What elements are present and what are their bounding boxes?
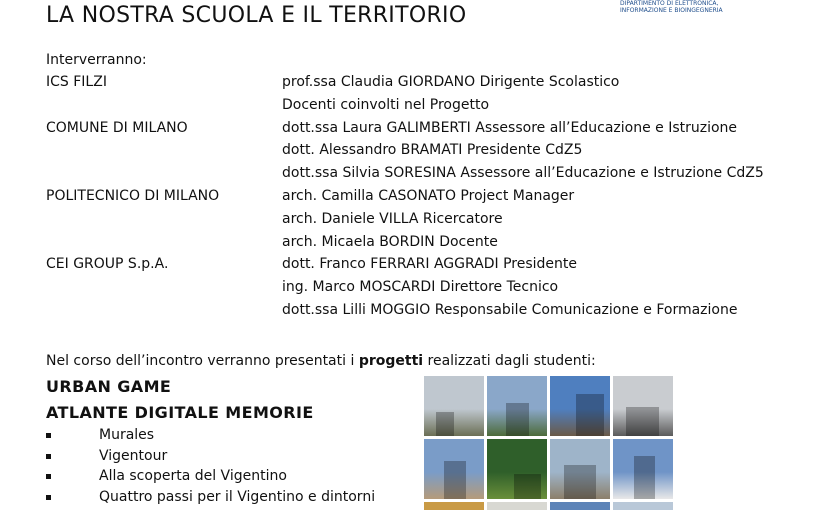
speaker-row xyxy=(0,234,825,257)
logo-line: DIPARTIMENTO DI ELETTRONICA, xyxy=(620,0,719,7)
project-title: ATLANTE DIGITALE MEMORIE xyxy=(46,403,314,422)
speaker-row xyxy=(0,188,825,211)
photo-industrial-building xyxy=(613,376,673,436)
speaker-person: prof.ssa Claudia GIORDANO Dirigente Scolastico xyxy=(282,74,620,90)
speaker-person: dott.ssa Laura GALIMBERTI Assessore all’Educazione e Istruzione xyxy=(282,119,738,136)
speaker-row xyxy=(0,302,825,325)
photo-archway xyxy=(487,502,547,510)
speaker-row xyxy=(0,74,825,97)
speaker-row xyxy=(0,211,825,234)
photo-flags-building xyxy=(424,376,484,436)
speaker-row xyxy=(0,97,825,120)
bullet-marker xyxy=(46,454,51,459)
speakers-list xyxy=(0,74,825,325)
photo-shape xyxy=(626,407,659,436)
speaker-person: dott.ssa Silvia SORESINA Assessore all’Educazione e Istruzione CdZ5 xyxy=(282,165,764,182)
speaker-person: Docenti coinvolti nel Progetto xyxy=(282,96,490,113)
university-logo xyxy=(620,0,730,14)
photo-paved-square xyxy=(550,439,610,499)
speaker-row xyxy=(0,256,825,279)
speaker-org: CEI GROUP S.p.A. xyxy=(46,256,169,273)
logo-line: INFORMAZIONE E BIOINGEGNERIA xyxy=(620,7,723,14)
speaker-person: ing. Marco MOSCARDI Direttore Tecnico xyxy=(282,279,559,296)
speaker-person: dott.ssa Lilli MOGGIO Responsabile Comunicazione e Formazione xyxy=(282,301,738,318)
list-item-text: Vigentour xyxy=(99,447,168,464)
photo-shape xyxy=(564,465,596,499)
speakers-intro: Interverranno: xyxy=(46,52,147,68)
speaker-org: COMUNE DI MILANO xyxy=(46,119,188,136)
speaker-person: arch. Camilla CASONATO Project Manager xyxy=(282,187,575,204)
photo-shape xyxy=(436,412,454,436)
speaker-row xyxy=(0,120,825,143)
page-title: LA NOSTRA SCUOLA E IL TERRITORIO xyxy=(46,3,467,28)
photo-tree-avenue xyxy=(487,376,547,436)
photo-shape xyxy=(634,456,655,499)
speaker-person: dott. Franco FERRARI AGGRADI Presidente xyxy=(282,256,577,273)
photo-shape xyxy=(444,461,466,499)
list-item-text: Murales xyxy=(99,427,155,443)
speaker-org: ICS FILZI xyxy=(46,74,107,90)
projects-intro xyxy=(46,353,596,369)
speaker-person: arch. Daniele VILLA Ricercatore xyxy=(282,210,503,227)
projects-intro-text-end: realizzati dagli studenti: xyxy=(423,353,596,369)
speaker-person: dott. Alessandro BRAMATI Presidente CdZ5 xyxy=(282,142,583,159)
photo-shape xyxy=(514,474,541,499)
speaker-row xyxy=(0,165,825,188)
speaker-org: POLITECNICO DI MILANO xyxy=(46,187,220,204)
bullet-marker xyxy=(46,433,51,438)
projects-intro-bold: progetti xyxy=(358,353,424,369)
speaker-row xyxy=(0,279,825,302)
list-item-text: Alla scoperta del Vigentino xyxy=(99,468,287,484)
list-item-text: Quattro passi per il Vigentino e dintorni xyxy=(99,488,376,505)
photo-white-towers xyxy=(613,502,673,510)
photo-collage xyxy=(424,376,676,510)
photo-glass-building xyxy=(550,502,610,510)
speaker-row xyxy=(0,142,825,165)
photo-shape xyxy=(576,394,604,436)
photo-statue xyxy=(550,376,610,436)
photo-tower xyxy=(613,439,673,499)
photo-shape xyxy=(506,403,529,436)
photo-green-park xyxy=(487,439,547,499)
bullet-marker xyxy=(46,495,51,500)
projects-intro-text: Nel corso dell’incontro verranno presentati i xyxy=(46,353,359,369)
photo-church xyxy=(424,439,484,499)
project-title: URBAN GAME xyxy=(46,377,172,396)
bullet-marker xyxy=(46,474,51,479)
photo-mural xyxy=(424,502,484,510)
speaker-person: arch. Micaela BORDIN Docente xyxy=(282,233,498,250)
